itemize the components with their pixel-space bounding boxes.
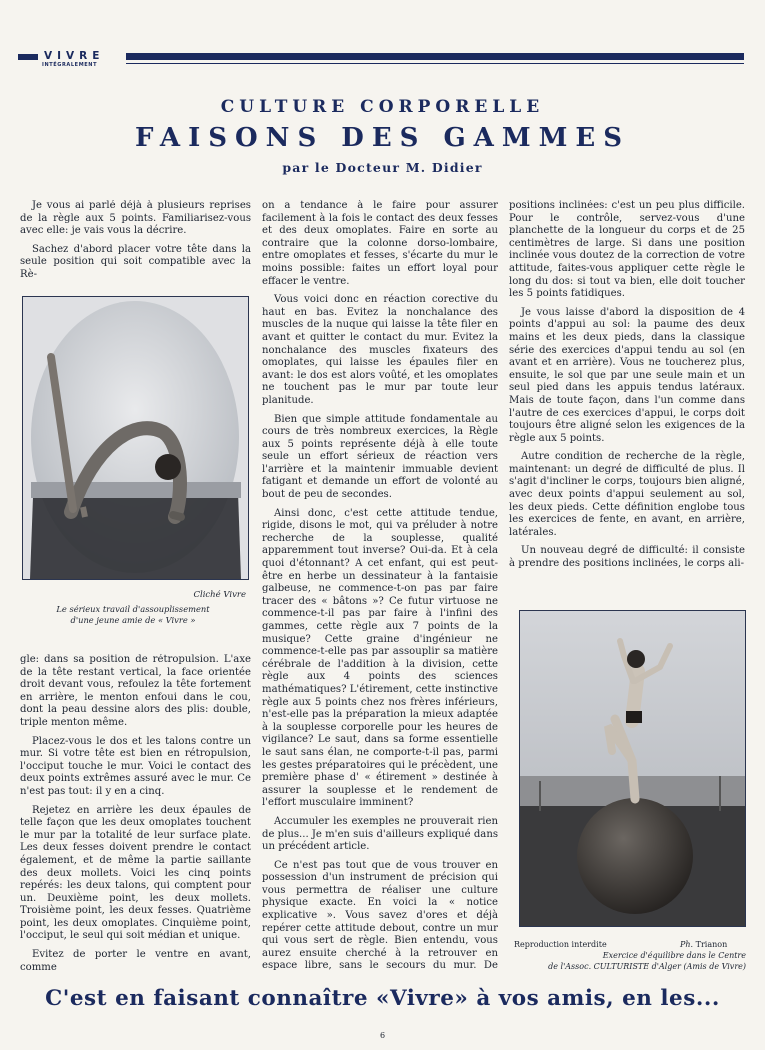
paragraph: on a tendance à le faire pour assurer facilement à la fois le contact des deux fesses et des deux omoplates. Faire en sorte au contraire que la colonne dorso-lombaire, entre omoplates et fesses, s'écarte du mur le moins possible: faites un effort loyal pour effacer le ventre. — [262, 200, 498, 287]
caption-line: de l'Assoc. CULTURISTE d'Alger (Amis de Vivre) — [548, 962, 746, 971]
paragraph: Vous voici donc en réaction corective du haut en bas. Evitez la nonchalance des muscles de la nuque qui laisse la tête filer en avant et quitter le contact du mur. Evitez la nonchalance des muscles fixateurs des omoplates, qui laisse les épaules filer en avant: le dos est alors voûté, et les omoplates ne touchent pas le mur par toute leur planitude. — [262, 294, 498, 406]
column-2 — [262, 200, 498, 972]
paragraph: Placez-vous le dos et les talons contre un mur. Si votre tête est bien en rétropulsion, l'occiput touche le mur. Voici le contact des deux points extrêmes assuré avec le mur. Ce n'est pas tout: il y en a cinq. — [20, 735, 251, 797]
promo-banner: C'est en faisant connaître «Vivre» à vos amis, en les... — [45, 986, 720, 1011]
section-heading: CULTURE CORPORELLE — [220, 97, 545, 117]
column-1-top — [20, 200, 251, 285]
paragraph: Sachez d'abord placer votre tête dans la seule position qui soit compatible avec la Rè- — [20, 243, 251, 280]
paragraph: Accumuler les exemples ne prouverait rien de plus... Je m'en suis d'ailleurs expliqué dans un précédent article. — [262, 815, 498, 853]
column-1-bottom — [20, 654, 251, 972]
article-title: FAISONS DES GAMMES — [134, 123, 630, 153]
paragraph: Un nouveau degré de difficulté: il consiste à prendre des positions inclinées, le corps ali- — [509, 545, 745, 570]
masthead-rule-left — [18, 54, 38, 60]
article-byline: par le Docteur M. Didier — [282, 160, 483, 175]
reproduction-notice: Reproduction interdite — [514, 940, 607, 949]
paragraph: Bien que simple attitude fondamentale au cours de très nombreux exercices, la Règle aux 5 points représente déjà à elle toute seule un effort sérieux de réaction vers l'arrière et la maintenir immuable devient fatigant et demande un effort de volonté au bout de peu de secondes. — [262, 413, 498, 501]
photo-credit: Cliché Vivre — [193, 590, 246, 600]
photo-caption — [20, 604, 246, 626]
masthead — [18, 50, 744, 72]
photo-balance-ball — [519, 610, 746, 927]
paragraph: gle: dans sa position de rétropulsion. L'axe de la tête restant vertical, la face orientée droit devant vous, refoulez la tête fortement en arrière, le menton enfoui dans le cou, dont la peau dessine alors des plis: double, triple menton même. — [20, 654, 251, 728]
photo-backbend — [22, 296, 249, 580]
credit-prefix: Ph. — [680, 940, 694, 949]
credit-name: Trianon — [695, 940, 728, 949]
masthead-rule-thick — [126, 53, 744, 60]
column-3 — [509, 200, 745, 582]
paragraph: Ainsi donc, c'est cette attitude tendue, rigide, disons le mot, qui va préluder à notre recherche de la souplesse, qualité apparemment tout inverse? Oui-da. Et à cela quoi d'étonnant? A cet enfant, qui est peut-être en herbe un dessinateur à la fantaisie galbeuse, ne commence-t-on pas par faire tracer des « bâtons »? Ce futur virtuose ne commence-t-il pas par faire à l'infini des gammes, cette règle aux 7 points de la musique? Cette graine d'ingénieur ne commence-t-elle pas par assouplir sa matière cérébrale de l'addition à la division, cette règle aux 4 points des sciences mathématiques? L'étirement, cette instinctive règle aux 5 points chez nos frères inférieurs, n'est-elle pas la préparation la mieux adaptée à la souplesse corporelle pour les heures de vigilance? Le saut, dans sa forme essentielle le saut sans élan, ne comporte-t-il pas, parmi les gestes préparatoires qui le précèdent, une première phase d' « étirement » destinée à assurer la souplesse et le rendement de l'effort musculaire imminent? — [262, 507, 498, 809]
paragraph: Ce n'est pas tout que de vous trouver en possession d'un instrument de précision qui vous permettra de réaliser une culture physique exacte. En voici la « notice explicative ». Vous savez d'ores et déjà repérer cette attitude debout, contre un mur qui vous sert de règle. Bien entendu, vous aurez ensuite cherché à la retrouver en espace libre, sans le secours du mur. De — [262, 859, 498, 972]
paragraph: Autre condition de recherche de la règle, maintenant: un degré de difficulté de plus. Il s'agit d'incliner le corps, toujours bien aligné, avec deux points d'appui seulement au sol, les deux pieds. Cette définition englobe tous les exercices de fente, en avant, en arrière, latérales. — [509, 451, 745, 538]
caption-line: Exercice d'équilibre dans le Centre — [602, 951, 746, 960]
masthead-brand: VIVRE — [44, 50, 105, 62]
caption-line: Le sérieux travail d'assouplissement — [56, 604, 210, 614]
photo-credit — [680, 940, 727, 949]
paragraph: Rejetez en arrière les deux épaules de telle façon que les deux omoplates touchent le mur par la totalité de leur surface plate. Les deux fesses doivent prendre le contact également, et de même la partie saillante des deux mollets. Voici les cinq points repérés: les deux talons, qui comptent pour un. Deuxième point, les deux mollets. Troisième point, les deux fesses. Quatrième point, les deux omoplates. Cinquième point, l'occiput, le seul qui soit médian et unique. — [20, 804, 251, 942]
paragraph: Je vous laisse d'abord la disposition de 4 points d'appui au sol: la paume des deux mains et les deux pieds, dans la classique série des exercices d'appui tendu au sol (en avant et en arrière). Vous ne toucherez plus, ensuite, le sol que par une seule main et un seul pied dans les appuis tendus latéraux. Mais de toute façon, dans l'un comme dans l'autre de ces exercices d'appui, le corps doit toujours être aligné selon les exigences de la règle aux 5 points. — [509, 306, 745, 444]
paragraph: Je vous ai parlé déjà à plusieurs reprises de la règle aux 5 points. Familiarisez-vous avec elle: je vais vous la décrire. — [20, 200, 251, 237]
caption-line: d'une jeune amie de « Vivre » — [70, 615, 196, 625]
masthead-rule-thin — [126, 63, 744, 64]
photo-caption — [514, 950, 746, 972]
masthead-brand-subtitle: INTÉGRALEMENT — [42, 62, 98, 68]
page-number: 6 — [379, 1031, 386, 1040]
paragraph: Evitez de porter le ventre en avant, comme — [20, 949, 251, 972]
paragraph: positions inclinées: c'est un peu plus difficile. Pour le contrôle, servez-vous d'une planchette de la longueur du corps et de 25 centimètres de large. Si dans une position inclinée vous doutez de la correction de votre attitude, faites-vous appliquer cette règle le long du dos: si tout va bien, elle doit toucher les 5 points fatidiques. — [509, 200, 745, 300]
